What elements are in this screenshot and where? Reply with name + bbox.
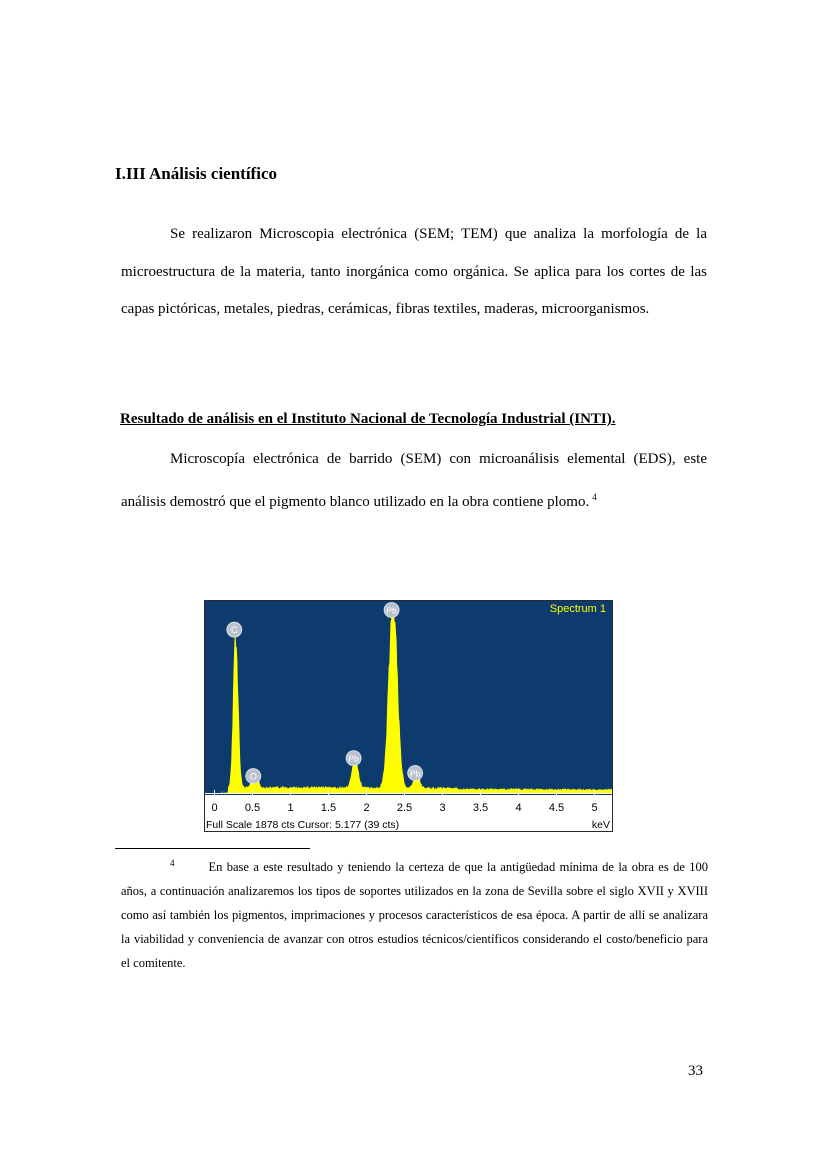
peak-label: [227, 622, 242, 637]
x-tick-label: 0.5: [244, 802, 261, 814]
page-number: 33: [688, 1063, 703, 1079]
status-readout: Full Scale 1878 cts Cursor: 5.177 (39 cts): [206, 819, 400, 831]
peak-label: [246, 769, 261, 784]
x-tick-label: 1.5: [320, 802, 337, 814]
inti-results-subheading: Resultado de análisis en el Instituto Nacional de Tecnología Industrial (INTI).: [120, 411, 616, 427]
x-tick-label: 3.5: [472, 802, 489, 814]
footnote: [121, 851, 708, 975]
footnote-text: En base a este resultado y teniendo la certeza de que la antigüedad mínima de la obra es de 100 años, a continuación analizaremos los tipos de soportes utilizados en la zona de Sevilla sobre el siglo XVII y XVIII como así también los pigmentos, imprimaciones y procesos característicos de esa época. A partir de allí se analizara la viabilidad y conveniencia de avanzar con otros estudios técnicos/científicos considerando el costo/beneficio para el comitente.: [121, 860, 708, 971]
footnote-reference: 4: [592, 491, 597, 502]
chart-title: Spectrum 1: [549, 603, 606, 615]
plot-area: [205, 601, 612, 795]
footnote-number: 4: [170, 858, 175, 868]
eds-spectrum-chart: [204, 600, 613, 832]
peak-label-text: C: [230, 625, 238, 637]
x-tick-label: 2: [363, 802, 370, 814]
x-tick-label: 1: [287, 802, 294, 814]
paragraph-sem-tem: Se realizaron Microscopia electrónica (SEM; TEM) que analiza la morfología de la microestructura de la materia, tanto inorgánica como orgánica. Se aplica para los cortes de las capas pictóricas, metales, piedras, cerámicas, fibras textiles, maderas, microorganismos.: [121, 226, 707, 317]
peak-label: [346, 751, 361, 766]
x-tick-label: 4.5: [548, 802, 565, 814]
section-title: I.III Análisis científico: [115, 164, 277, 183]
peak-label-text: Pb: [409, 768, 421, 779]
x-tick-label: 4: [515, 802, 522, 814]
x-tick-label: 2.5: [396, 802, 413, 814]
footnote-separator: [115, 848, 310, 849]
paragraph-eds-text: Microscopía electrónica de barrido (SEM) con microanálisis elemental (EDS), este análisis demostró que el pigmento blanco utilizado en la obra contiene plomo.: [121, 451, 707, 510]
x-tick-label: 3: [439, 802, 446, 814]
peak-label: [408, 766, 423, 781]
peak-label-text: Pb: [348, 753, 359, 764]
peak-label-text: Pb: [386, 605, 397, 616]
x-tick-label: 0: [211, 802, 218, 814]
paragraph-eds-results: [121, 441, 707, 521]
peak-label-text: O: [249, 771, 257, 783]
peak-label: [384, 603, 399, 618]
x-tick-label: 5: [591, 802, 598, 814]
unit-label: keV: [591, 819, 610, 831]
